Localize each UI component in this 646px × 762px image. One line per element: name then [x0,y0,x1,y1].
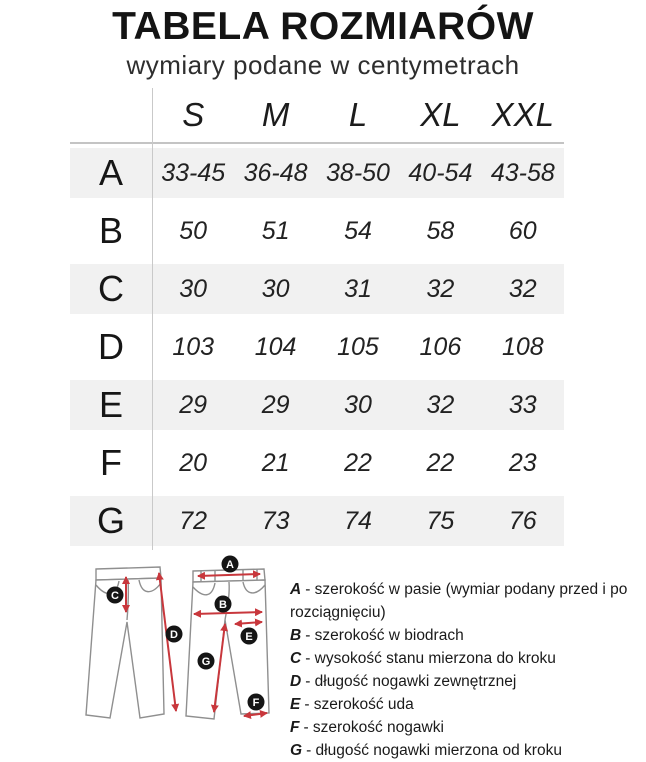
legend-item-g [290,739,646,762]
size-header-row [70,88,564,144]
row-label-f: F [100,442,122,483]
legend-item-a [290,578,646,624]
cell-f-xl: 22 [426,448,455,477]
cell-d-xxl: 108 [501,332,544,361]
row-label-e: E [98,384,123,425]
legend-item-d [290,670,646,693]
cell-e-s: 29 [179,390,208,419]
cell-b-s: 50 [179,216,208,245]
cell-g-m: 73 [261,506,290,535]
size-col-s: S [182,96,205,133]
badge-b-label: B [219,599,227,611]
row-label-c: C [98,268,124,309]
page-subtitle: wymiary podane w centymetrach [126,50,520,80]
size-col-l: L [348,96,368,133]
cell-a-xl: 40-54 [408,158,473,187]
cell-d-s: 103 [172,332,215,361]
legend-item-c [290,647,646,670]
legend-text-a: - szerokość w pasie (wymiar podany przed i po rozciągnięciu) [290,581,628,621]
legend-text-e: - szerokość uda [304,696,414,713]
cell-g-xxl: 76 [508,506,537,535]
legend-item-b [290,624,646,647]
badge-d [166,626,183,643]
cell-c-s: 30 [179,274,208,303]
cell-d-l: 105 [337,332,379,361]
cell-g-l: 74 [344,506,372,535]
table-row-f [70,434,564,492]
measurement-legend [290,578,646,762]
cell-e-xxl: 33 [508,390,537,419]
legend-key-a: A [290,581,302,598]
legend-key-b: B [290,627,302,644]
page-header [0,4,646,80]
legend-text-d: - długość nogawki zewnętrznej [305,673,517,690]
badge-e [241,628,258,645]
cell-g-xl: 75 [426,506,455,535]
row-label-d: D [98,326,124,367]
legend-item-f [290,716,646,739]
cell-a-l: 38-50 [326,158,390,187]
legend-key-g: G [290,742,303,759]
badge-a [222,556,239,573]
cell-c-m: 30 [261,274,290,303]
badge-g [198,653,215,670]
badge-f-label: F [252,697,260,709]
badge-b [215,596,232,613]
cell-c-xl: 32 [426,274,455,303]
row-label-a: A [98,152,123,193]
table-row-a [70,144,564,202]
table-row-c [70,260,564,318]
cell-f-l: 22 [344,448,372,477]
size-col-xxl: XXL [491,96,554,133]
badge-d-label: D [170,629,178,641]
cell-e-m: 29 [261,390,290,419]
table-row-d [70,318,564,376]
badge-c [107,587,124,604]
size-table [70,88,564,550]
cell-e-xl: 32 [426,390,455,419]
cell-f-xxl: 23 [508,448,537,477]
cell-f-s: 20 [179,448,208,477]
cell-c-l: 31 [344,274,372,303]
legend-key-e: E [290,696,301,713]
legend-text-c: - wysokość stanu mierzona do kroku [305,650,556,667]
cell-f-m: 21 [261,448,290,477]
pants-measurement-diagram [73,552,288,735]
table-row-g [70,492,564,550]
page-title: TABELA ROZMIARÓW [112,5,534,48]
cell-g-s: 72 [179,506,208,535]
pants-diagram-svg [73,552,288,735]
legend-text-f: - szerokość nogawki [303,719,444,736]
cell-a-m: 36-48 [243,158,308,187]
cell-b-xxl: 60 [508,216,537,245]
cell-b-m: 51 [261,216,290,245]
cell-e-l: 30 [344,390,372,419]
cell-a-s: 33-45 [161,158,226,187]
table-row-b [70,202,564,260]
cell-b-l: 54 [344,216,372,245]
badge-c-label: C [111,590,119,602]
badge-e-label: E [245,631,253,643]
cell-d-xl: 106 [419,332,462,361]
legend-item-e [290,693,646,716]
legend-key-f: F [290,719,300,736]
size-col-m: M [261,96,290,133]
cell-b-xl: 58 [426,216,455,245]
legend-key-c: C [290,650,302,667]
badge-g-label: G [201,656,211,668]
legend-text-g: - długość nogawki mierzona od kroku [306,742,562,759]
legend-key-d: D [290,673,302,690]
size-col-xl: XL [420,96,461,133]
cell-d-m: 104 [254,332,297,361]
cell-c-xxl: 32 [508,274,537,303]
badge-a-label: A [226,559,234,571]
cell-a-xxl: 43-58 [490,158,555,187]
table-row-e [70,376,564,434]
row-label-b: B [98,210,123,251]
row-label-g: G [96,500,125,541]
legend-text-b: - szerokość w biodrach [305,627,464,644]
badge-f [248,694,265,711]
